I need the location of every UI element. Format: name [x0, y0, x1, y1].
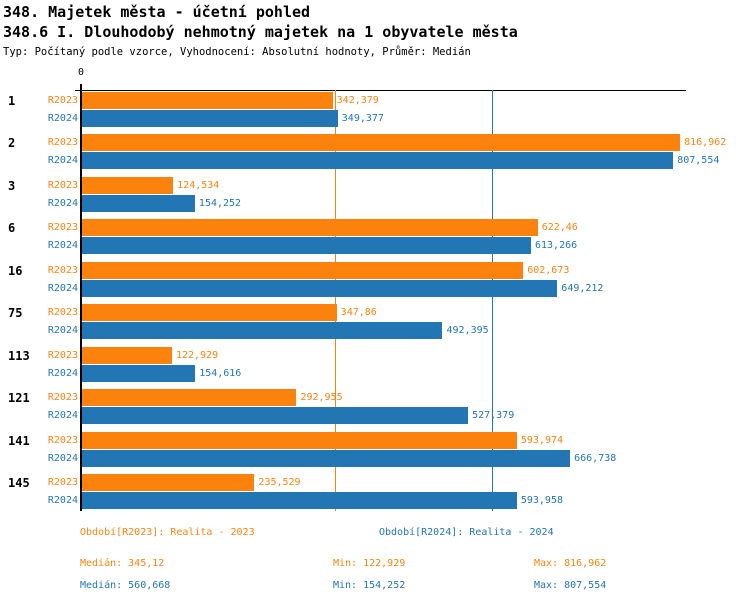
- category-label-145: 145: [8, 476, 30, 491]
- series-label-R2024: R2024: [47, 282, 78, 294]
- series-label-R2024: R2024: [47, 113, 78, 124]
- x-axis-line: [75, 90, 686, 91]
- stat-median-r2023: Medián: 345,12: [80, 558, 165, 569]
- value-label-R2024-cat-3: 154,252: [198, 197, 242, 209]
- bar-R2023-cat-121: [82, 389, 296, 406]
- value-label-R2024-cat-6: 613,266: [534, 240, 578, 252]
- bar-R2024-cat-2: [82, 152, 673, 169]
- stat-min-r2023: Min: 122,929: [333, 558, 406, 569]
- series-label-R2023: R2023: [47, 222, 78, 234]
- value-label-R2024-cat-121: 527,379: [472, 410, 515, 422]
- category-label-75: 75: [8, 306, 23, 321]
- series-label-R2023: R2023: [47, 434, 78, 446]
- legend-r2023: Období[R2023]: Realita - 2023: [80, 527, 255, 538]
- bar-R2024-cat-113: [82, 365, 195, 382]
- stat-max-r2023: Max: 816,962: [534, 558, 607, 569]
- series-label-R2024: R2024: [47, 452, 78, 464]
- bar-R2024-cat-145: [82, 492, 517, 509]
- stat-min-r2024: Min: 154,252: [333, 580, 406, 591]
- value-label-R2024-cat-75: 492,395: [446, 325, 489, 337]
- series-label-R2024: R2024: [47, 325, 78, 337]
- x-axis-zero-label: 0: [77, 67, 85, 78]
- category-label-3: 3: [8, 178, 16, 193]
- value-label-R2024-cat-141: 666,738: [574, 452, 617, 464]
- value-label-R2024-cat-1: 349,377: [341, 113, 384, 124]
- value-label-R2023-cat-3: 124,534: [177, 179, 220, 191]
- value-label-R2023-cat-145: 235,529: [258, 477, 301, 489]
- series-label-R2024: R2024: [47, 367, 78, 379]
- series-label-R2023: R2023: [47, 392, 78, 404]
- bar-R2023-cat-2: [82, 134, 680, 151]
- category-label-2: 2: [8, 136, 16, 151]
- report-subtitle: 348.6 I. Dlouhodobý nehmotný majetek na 1 obyvatele města: [3, 23, 518, 41]
- series-label-R2023: R2023: [47, 349, 78, 361]
- bar-R2023-cat-3: [82, 177, 173, 194]
- value-label-R2024-cat-145: 593,958: [520, 495, 563, 507]
- bar-R2024-cat-121: [82, 407, 468, 424]
- category-label-6: 6: [8, 221, 16, 236]
- series-label-R2023: R2023: [47, 179, 78, 191]
- series-label-R2023: R2023: [47, 307, 78, 319]
- series-label-R2024: R2024: [47, 155, 78, 167]
- report-meta: Typ: Počítaný podle vzorce, Vyhodnocení: Absolutní hodnoty, Průměr: Medián: [3, 46, 471, 58]
- bar-R2023-cat-16: [82, 262, 523, 279]
- series-label-R2024: R2024: [47, 197, 78, 209]
- bar-R2023-cat-6: [82, 219, 538, 236]
- series-label-R2024: R2024: [47, 240, 78, 252]
- stat-max-r2024: Max: 807,554: [534, 580, 607, 591]
- bar-R2023-cat-113: [82, 347, 172, 364]
- category-label-113: 113: [8, 348, 30, 363]
- series-label-R2023: R2023: [47, 477, 78, 489]
- bar-R2024-cat-16: [82, 280, 557, 297]
- series-label-R2023: R2023: [47, 95, 78, 106]
- series-label-R2024: R2024: [47, 410, 78, 422]
- value-label-R2023-cat-121: 292,955: [300, 392, 343, 404]
- bar-R2024-cat-1: [82, 110, 338, 127]
- value-label-R2023-cat-141: 593,974: [520, 434, 564, 446]
- value-label-R2024-cat-2: 807,554: [677, 155, 720, 167]
- series-label-R2024: R2024: [47, 495, 78, 507]
- value-label-R2023-cat-75: 347,86: [340, 307, 377, 319]
- bar-R2023-cat-141: [82, 432, 517, 449]
- value-label-R2023-cat-6: 622,46: [541, 222, 578, 234]
- series-label-R2023: R2023: [47, 137, 78, 149]
- category-label-1: 1: [8, 94, 16, 108]
- value-label-R2024-cat-16: 649,212: [561, 282, 604, 294]
- category-label-121: 121: [8, 391, 30, 406]
- value-label-R2023-cat-1: 342,379: [336, 95, 379, 106]
- report-title: 348. Majetek města - účetní pohled: [3, 3, 311, 21]
- category-label-141: 141: [8, 433, 30, 448]
- value-label-R2023-cat-2: 816,962: [684, 137, 727, 149]
- legend-r2024: Období[R2024]: Realita - 2024: [379, 527, 554, 538]
- bar-R2024-cat-75: [82, 322, 442, 339]
- stat-median-r2024: Medián: 560,668: [80, 580, 171, 591]
- bar-R2024-cat-141: [82, 450, 570, 467]
- category-label-16: 16: [8, 263, 23, 278]
- bar-R2023-cat-75: [82, 304, 337, 321]
- value-label-R2023-cat-16: 602,673: [527, 264, 570, 276]
- bar-R2024-cat-3: [82, 195, 195, 212]
- value-label-R2024-cat-113: 154,616: [199, 367, 242, 379]
- bar-R2024-cat-6: [82, 237, 531, 254]
- series-label-R2023: R2023: [47, 264, 78, 276]
- bar-R2023-cat-145: [82, 474, 254, 491]
- bar-R2023-cat-1: [82, 92, 333, 109]
- value-label-R2023-cat-113: 122,929: [175, 349, 219, 361]
